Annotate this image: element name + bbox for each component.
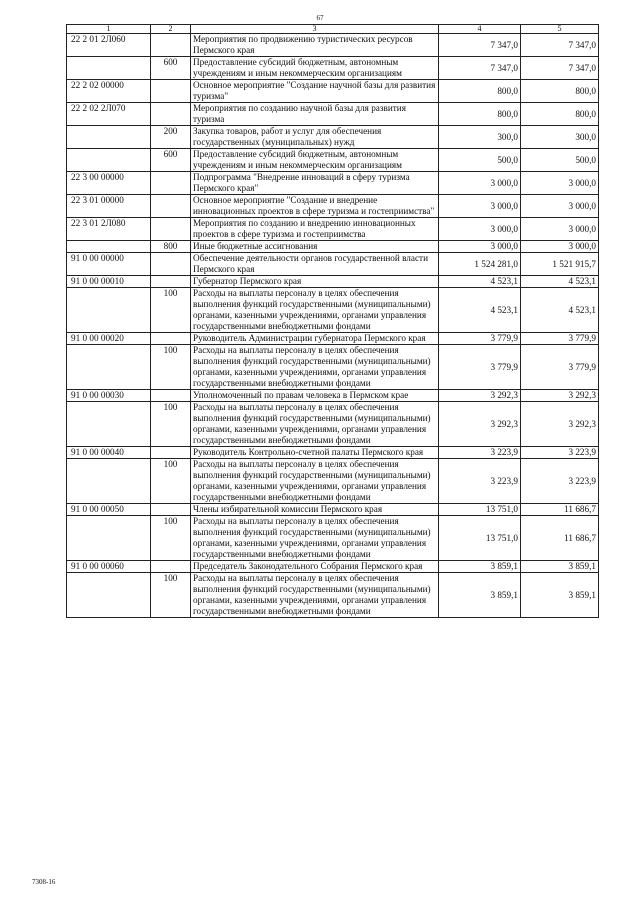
table-row [67,561,599,573]
row-value-1: 3 000,0 [439,241,521,253]
row-code: 91 0 00 00050 [67,504,151,516]
row-name: Члены избирательной комиссии Пермского края [191,504,439,516]
row-value-1: 500,0 [439,149,521,172]
row-expense-type: 200 [151,126,191,149]
row-expense-type [151,195,191,218]
row-expense-type: 800 [151,241,191,253]
table-row [67,276,599,288]
row-value-2: 3 292,3 [521,390,599,402]
row-value-1: 300,0 [439,126,521,149]
row-code [67,57,151,80]
row-code [67,241,151,253]
column-header: 1 [67,25,151,34]
row-code [67,459,151,504]
table-row [67,504,599,516]
row-value-1: 1 524 281,0 [439,253,521,276]
table-row [67,241,599,253]
table-row [67,103,599,126]
row-name: Руководитель Контрольно-счетной палаты Пермского края [191,447,439,459]
row-value-2: 500,0 [521,149,599,172]
row-value-1: 3 779,9 [439,345,521,390]
row-value-2: 300,0 [521,126,599,149]
row-name: Мероприятия по продвижению туристических ресурсов Пермского края [191,34,439,57]
row-code: 91 0 00 00010 [67,276,151,288]
table-row [67,80,599,103]
row-expense-type [151,390,191,402]
row-expense-type: 100 [151,573,191,618]
row-code [67,126,151,149]
row-name: Расходы на выплаты персоналу в целях обеспечения выполнения функций государственными (муниципальными) органами, казенными учреждениями, органами управления государственными внебюджетными фондами [191,573,439,618]
table-row [67,447,599,459]
table-row [67,195,599,218]
table-row [67,573,599,618]
row-code [67,345,151,390]
row-value-2: 1 521 915,7 [521,253,599,276]
row-value-1: 3 000,0 [439,218,521,241]
row-expense-type [151,504,191,516]
row-value-1: 3 292,3 [439,402,521,447]
row-expense-type [151,333,191,345]
row-value-2: 11 686,7 [521,516,599,561]
row-expense-type: 100 [151,345,191,390]
row-name: Мероприятия по созданию и внедрению инновационных проектов в сфере туризма и гостеприимства [191,218,439,241]
row-value-2: 7 347,0 [521,34,599,57]
row-code: 22 3 01 2Л080 [67,218,151,241]
row-code: 22 2 02 2Л070 [67,103,151,126]
row-value-1: 4 523,1 [439,288,521,333]
row-value-2: 800,0 [521,103,599,126]
row-name: Уполномоченный по правам человека в Пермском крае [191,390,439,402]
row-name: Основное мероприятие "Создание и внедрение инновационных проектов в сфере туризма и гостеприимства" [191,195,439,218]
row-code: 91 0 00 00060 [67,561,151,573]
row-expense-type [151,276,191,288]
row-value-2: 3 000,0 [521,195,599,218]
row-value-2: 3 779,9 [521,345,599,390]
row-value-1: 800,0 [439,80,521,103]
row-expense-type: 600 [151,57,191,80]
row-value-1: 3 000,0 [439,172,521,195]
row-value-1: 3 223,9 [439,447,521,459]
row-name: Обеспечение деятельности органов государственной власти Пермского края [191,253,439,276]
table-row [67,57,599,80]
row-value-1: 4 523,1 [439,276,521,288]
row-value-1: 3 000,0 [439,195,521,218]
row-name: Закупка товаров, работ и услуг для обеспечения государственных (муниципальных) нужд [191,126,439,149]
table-row [67,459,599,504]
row-code [67,573,151,618]
row-code [67,402,151,447]
table-row [67,172,599,195]
row-code: 22 2 01 2Л060 [67,34,151,57]
row-name: Расходы на выплаты персоналу в целях обеспечения выполнения функций государственными (муниципальными) органами, казенными учреждениями, органами управления государственными внебюджетными фондами [191,516,439,561]
row-value-1: 800,0 [439,103,521,126]
row-expense-type [151,103,191,126]
row-expense-type: 100 [151,516,191,561]
table-row [67,288,599,333]
table-row [67,149,599,172]
footer-code: 7308-16 [32,878,56,886]
row-value-2: 3 292,3 [521,402,599,447]
row-value-2: 3 223,9 [521,459,599,504]
row-value-1: 7 347,0 [439,57,521,80]
row-code: 91 0 00 00040 [67,447,151,459]
row-code: 22 3 00 00000 [67,172,151,195]
row-value-1: 3 859,1 [439,573,521,618]
row-code: 91 0 00 00000 [67,253,151,276]
row-value-2: 4 523,1 [521,276,599,288]
row-value-2: 3 000,0 [521,218,599,241]
row-expense-type [151,34,191,57]
row-code: 22 3 01 00000 [67,195,151,218]
row-name: Предоставление субсидий бюджетным, автономным учреждениям и иным некоммерческим организациям [191,57,439,80]
row-value-2: 7 347,0 [521,57,599,80]
row-name: Предоставление субсидий бюджетным, автономным учреждениям и иным некоммерческим организациям [191,149,439,172]
row-expense-type [151,253,191,276]
row-value-1: 3 859,1 [439,561,521,573]
row-code: 91 0 00 00020 [67,333,151,345]
table-row [67,333,599,345]
row-code [67,288,151,333]
column-header: 5 [521,25,599,34]
row-value-2: 3 859,1 [521,573,599,618]
row-name: Руководитель Администрации губернатора Пермского края [191,333,439,345]
row-expense-type [151,447,191,459]
column-header: 2 [151,25,191,34]
table-row [67,390,599,402]
row-name: Расходы на выплаты персоналу в целях обеспечения выполнения функций государственными (муниципальными) органами, казенными учреждениями, органами управления государственными внебюджетными фондами [191,345,439,390]
row-code: 91 0 00 00030 [67,390,151,402]
row-code [67,149,151,172]
row-value-1: 13 751,0 [439,516,521,561]
row-value-2: 3 000,0 [521,172,599,195]
row-expense-type: 100 [151,288,191,333]
row-value-1: 7 347,0 [439,34,521,57]
row-expense-type: 100 [151,459,191,504]
row-value-2: 3 000,0 [521,241,599,253]
row-name: Губернатор Пермского края [191,276,439,288]
row-name: Мероприятия по созданию научной базы для развития туризма [191,103,439,126]
row-name: Подпрограмма "Внедрение инноваций в сферу туризма Пермского края" [191,172,439,195]
row-value-2: 800,0 [521,80,599,103]
row-value-2: 11 686,7 [521,504,599,516]
row-code [67,516,151,561]
table-row [67,34,599,57]
table-row [67,345,599,390]
row-code: 22 2 02 00000 [67,80,151,103]
row-expense-type [151,172,191,195]
row-value-1: 3 779,9 [439,333,521,345]
row-name: Основное мероприятие "Создание научной базы для развития туризма" [191,80,439,103]
column-header: 3 [191,25,439,34]
row-expense-type [151,561,191,573]
row-value-1: 13 751,0 [439,504,521,516]
table-row [67,253,599,276]
column-header: 4 [439,25,521,34]
table-row [67,516,599,561]
table-row [67,402,599,447]
row-value-2: 3 779,9 [521,333,599,345]
row-expense-type [151,218,191,241]
row-name: Председатель Законодательного Собрания Пермского края [191,561,439,573]
row-name: Иные бюджетные ассигнования [191,241,439,253]
row-expense-type: 600 [151,149,191,172]
header-row [67,25,599,34]
row-value-2: 3 223,9 [521,447,599,459]
table-row [67,218,599,241]
row-name: Расходы на выплаты персоналу в целях обеспечения выполнения функций государственными (муниципальными) органами, казенными учреждениями, органами управления государственными внебюджетными фондами [191,288,439,333]
budget-table [66,24,599,618]
row-value-2: 4 523,1 [521,288,599,333]
row-value-1: 3 223,9 [439,459,521,504]
row-name: Расходы на выплаты персоналу в целях обеспечения выполнения функций государственными (муниципальными) органами, казенными учреждениями, органами управления государственными внебюджетными фондами [191,459,439,504]
row-expense-type [151,80,191,103]
row-value-1: 3 292,3 [439,390,521,402]
row-name: Расходы на выплаты персоналу в целях обеспечения выполнения функций государственными (муниципальными) органами, казенными учреждениями, органами управления государственными внебюджетными фондами [191,402,439,447]
page-number: 67 [316,14,324,22]
row-expense-type: 100 [151,402,191,447]
row-value-2: 3 859,1 [521,561,599,573]
table-row [67,126,599,149]
